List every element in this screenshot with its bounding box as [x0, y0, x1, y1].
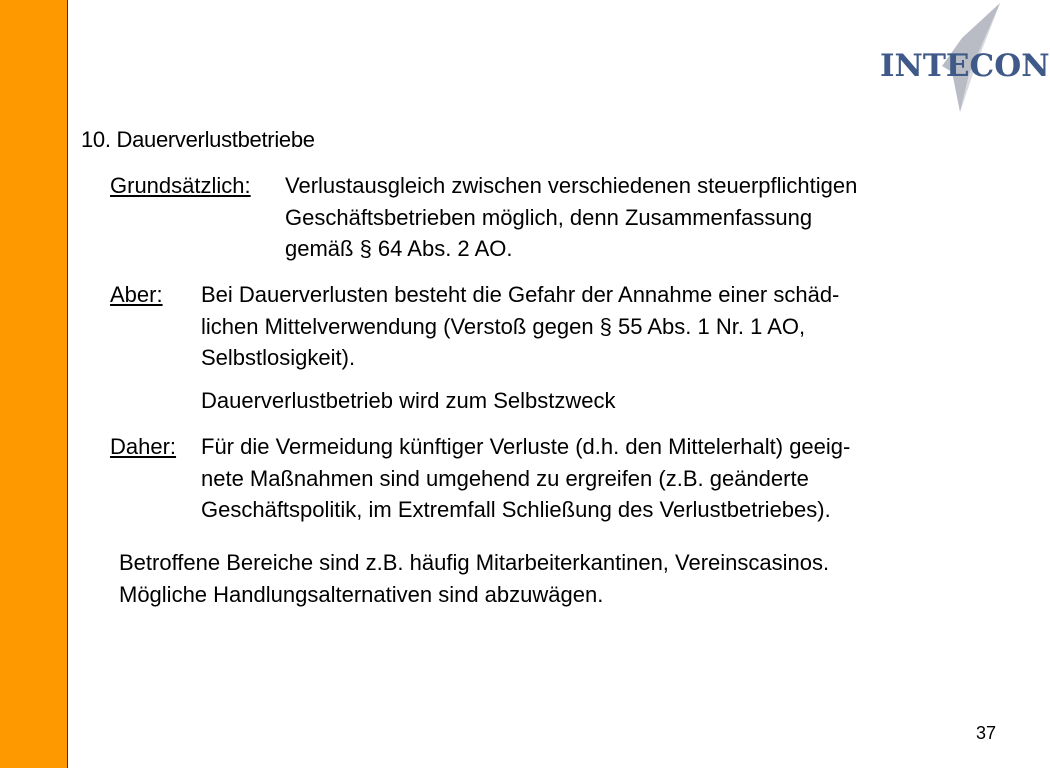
text-line: lichen Mittelverwendung (Verstoß gegen § 55 Abs. 1 Nr. 1 AO, — [201, 313, 806, 339]
label-daher: Daher: — [110, 434, 177, 459]
label-aber: Aber: — [110, 282, 163, 307]
text-line: Für die Vermeidung künftiger Verluste (d.h. den Mittelerhalt) geeig- — [201, 434, 851, 459]
label-grundsaetzlich: Grundsätzlich: — [110, 173, 251, 198]
logo-text: INTECON — [880, 48, 1050, 84]
page-number: 37 — [975, 723, 996, 743]
text-line: Bei Dauerverlusten besteht die Gefahr der Annahme einer schäd- — [201, 282, 840, 307]
text-line: Verlustausgleich zwischen verschiedenen steuerpflichtigen — [285, 173, 858, 198]
text-aber — [201, 279, 839, 374]
text-line: Mögliche Handlungsalternativen sind abzuwägen. — [119, 581, 604, 607]
slide-heading: 10. Dauerverlustbetriebe — [81, 127, 315, 152]
text-grundsaetzlich — [285, 170, 857, 265]
text-line: Geschäftspolitik, im Extremfall Schließung des Verlustbetriebes). — [201, 497, 831, 522]
text-line: nete Maßnahmen sind umgehend zu ergreifen (z.B. geänderte — [201, 465, 809, 491]
text-daher — [201, 431, 850, 526]
text-line: Betroffene Bereiche sind z.B. häufig Mitarbeiterkantinen, Vereinscasinos. — [119, 550, 830, 575]
footer-paragraph — [119, 547, 829, 610]
text-line: Geschäftsbetrieben möglich, denn Zusammenfassung — [285, 204, 813, 230]
text-aber-note — [201, 385, 616, 417]
intecon-logo — [872, 0, 1050, 115]
text-line: Selbstlosigkeit). — [201, 345, 356, 370]
text-line: Dauerverlustbetrieb wird zum Selbstzweck — [201, 388, 616, 413]
left-accent-bar — [0, 0, 68, 768]
text-line: gemäß § 64 Abs. 2 AO. — [285, 236, 513, 261]
